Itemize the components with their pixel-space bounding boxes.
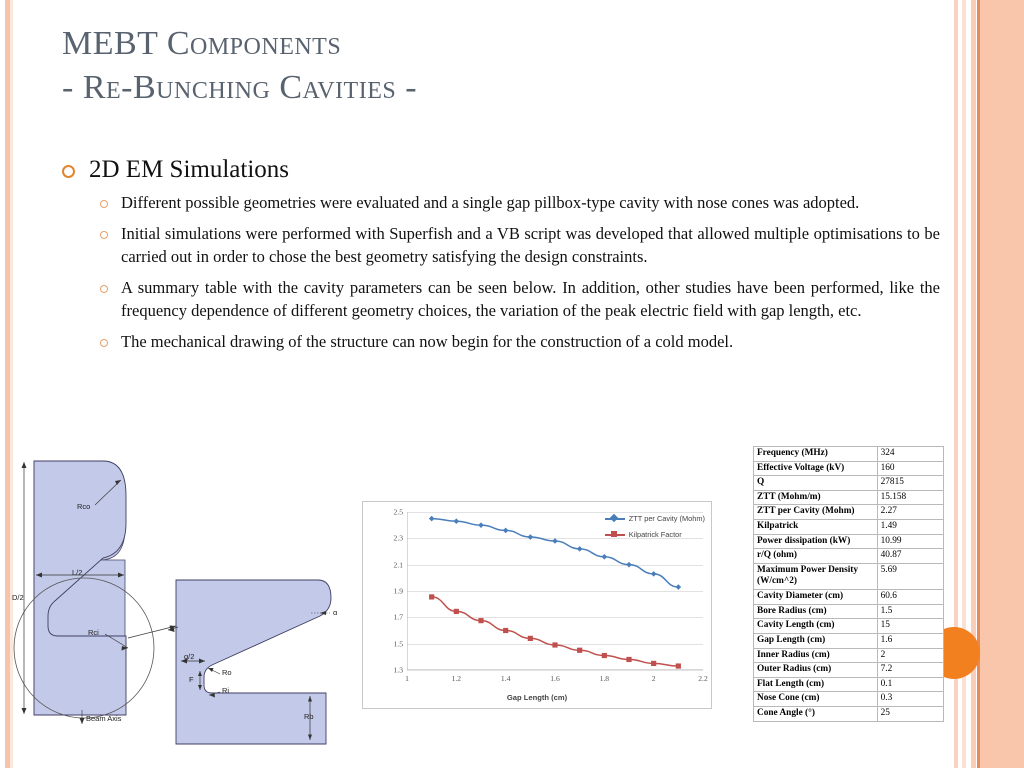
list-item [100, 331, 940, 354]
legend-marker-icon [611, 531, 617, 537]
parameter-value: 7.2 [877, 663, 943, 678]
list-item-text: Different possible geometries were evaluated and a single gap pillbox-type cavity with nose cones was adopted. [121, 193, 860, 212]
label-rco: Rco [77, 502, 91, 511]
parameter-value: 40.87 [877, 549, 943, 564]
data-point-marker [552, 538, 558, 544]
list-item-text: Initial simulations were performed with Superfish and a VB script was developed that allowed multiple optimisations to be carried out in order to chose the best geometry satisfying the design constraints. [121, 223, 940, 266]
table-row [754, 447, 944, 462]
data-point-marker [478, 522, 484, 528]
section-heading-label: 2D EM Simulations [89, 156, 290, 183]
cavity-cross-section-drawing [0, 448, 180, 768]
label-rci: Rci [88, 628, 99, 637]
gap-length-chart [362, 501, 712, 709]
parameter-label: Outer Radius (cm) [754, 663, 878, 678]
parameter-label: Q [754, 476, 878, 491]
table-row [754, 706, 944, 721]
table-row [754, 663, 944, 678]
parameter-label: Effective Voltage (kV) [754, 461, 878, 476]
bullet-list [100, 192, 940, 362]
data-point-marker [577, 648, 582, 653]
parameter-value: 25 [877, 706, 943, 721]
arrow-ro [208, 668, 214, 672]
label-alpha: α [333, 608, 338, 617]
label-l2: L/2 [72, 568, 83, 577]
data-point-marker [429, 516, 435, 522]
parameter-value: 1.5 [877, 604, 943, 619]
y-axis-tick-label: 1.3 [393, 665, 403, 675]
data-point-marker [651, 661, 656, 666]
parameter-label: Inner Radius (cm) [754, 648, 878, 663]
parameter-label: Cavity Length (cm) [754, 619, 878, 634]
y-axis-tick-label: 2.5 [393, 507, 403, 517]
data-point-marker [602, 554, 608, 560]
label-rb: Rb [304, 712, 314, 721]
parameter-label: Flat Length (cm) [754, 677, 878, 692]
data-point-marker [676, 584, 682, 590]
arrow-beam-axis [80, 718, 85, 724]
data-point-marker [676, 663, 681, 668]
data-point-marker [552, 642, 557, 647]
data-point-marker [429, 594, 434, 599]
list-item [100, 277, 940, 323]
parameter-label: Nose Cone (cm) [754, 692, 878, 707]
parameter-value: 60.6 [877, 590, 943, 605]
data-point-marker [626, 657, 631, 662]
data-point-marker [478, 618, 483, 623]
bullet-circle-icon [100, 200, 108, 208]
data-point-marker [626, 562, 632, 568]
x-axis-tick-label: 2.2 [698, 674, 708, 683]
table-row [754, 692, 944, 707]
x-axis-title: Gap Length (cm) [506, 693, 568, 702]
bullet-circle-icon [100, 231, 108, 239]
section-heading [62, 156, 942, 184]
y-axis-tick-label: 2.1 [393, 560, 403, 570]
legend-label: ZTT per Cavity (Mohm) [628, 514, 705, 523]
arrow-up [22, 462, 27, 468]
legend-swatch [605, 518, 625, 520]
table-row [754, 505, 944, 520]
label-f: F [189, 675, 194, 684]
table-row [754, 648, 944, 663]
table-row [754, 534, 944, 549]
parameter-label: ZTT (Mohm/m) [754, 490, 878, 505]
bullet-circle-icon [62, 165, 75, 178]
data-point-marker [528, 534, 534, 540]
data-point-marker [454, 518, 460, 524]
data-point-marker [503, 628, 508, 633]
y-axis-tick-label: 2.3 [393, 533, 403, 543]
parameter-label: Power dissipation (kW) [754, 534, 878, 549]
parameter-value: 10.99 [877, 534, 943, 549]
stripe-5 [980, 0, 1024, 768]
table-row [754, 604, 944, 619]
list-item-text: The mechanical drawing of the structure can now begin for the construction of a cold model. [121, 331, 734, 351]
list-item [100, 192, 940, 215]
parameter-value: 2.27 [877, 505, 943, 520]
table-row [754, 461, 944, 476]
data-point-marker [528, 636, 533, 641]
parameter-label: Kilpatrick [754, 520, 878, 535]
x-axis-tick-label: 1 [405, 674, 409, 683]
legend-swatch [605, 534, 625, 536]
table-row [754, 633, 944, 648]
parameter-label: r/Q (ohm) [754, 549, 878, 564]
nose-detail-svg [168, 568, 348, 756]
parameter-value: 27815 [877, 476, 943, 491]
parameter-label: Cone Angle (°) [754, 706, 878, 721]
x-axis-tick-label: 1.4 [500, 674, 511, 683]
parameter-value: 160 [877, 461, 943, 476]
arrow-down [22, 708, 27, 714]
cavity-parameter-table [753, 446, 944, 722]
table-row [754, 520, 944, 535]
parameter-value: 324 [877, 447, 943, 462]
nose-cone-detail-drawing [168, 568, 348, 756]
data-point-marker [602, 653, 607, 658]
parameter-value: 1.6 [877, 633, 943, 648]
legend-label: Kilpatrick Factor [628, 530, 682, 539]
data-point-marker [454, 609, 459, 614]
parameter-label: Bore Radius (cm) [754, 604, 878, 619]
bullet-circle-icon [100, 339, 108, 347]
y-axis-tick-label: 1.7 [393, 612, 403, 622]
table-row [754, 563, 944, 589]
parameter-value: 15 [877, 619, 943, 634]
arrow-callout-in [168, 628, 175, 632]
table-row [754, 590, 944, 605]
parameter-value: 15.158 [877, 490, 943, 505]
chart-legend [605, 514, 705, 546]
table-row [754, 619, 944, 634]
parameter-value: 0.1 [877, 677, 943, 692]
gridline [407, 670, 703, 671]
parameter-value: 1.49 [877, 520, 943, 535]
parameter-label: Frequency (MHz) [754, 447, 878, 462]
bullet-circle-icon [100, 285, 108, 293]
parameter-label: Maximum Power Density (W/cm^2) [754, 563, 878, 589]
data-point-marker [503, 528, 509, 534]
parameter-label: ZTT per Cavity (Mohm) [754, 505, 878, 520]
title-line-2: - Re-Bunching Cavities - [62, 68, 418, 106]
y-axis-tick-label: 1.9 [393, 586, 403, 596]
parameter-value: 2 [877, 648, 943, 663]
y-axis-tick-label: 1.5 [393, 639, 403, 649]
title-line-1: MEBT Components [62, 25, 342, 62]
x-axis-tick-label: 1.8 [599, 674, 610, 683]
parameter-label: Cavity Diameter (cm) [754, 590, 878, 605]
table-row [754, 490, 944, 505]
series-line [432, 597, 679, 666]
label-beam-axis: Beam Axis [86, 714, 122, 723]
list-item [100, 223, 940, 269]
legend-item [605, 514, 705, 523]
label-ro: Ro [222, 668, 232, 677]
label-ri: Ri [222, 686, 230, 695]
parameter-value: 5.69 [877, 563, 943, 589]
table-row [754, 476, 944, 491]
x-axis-tick-label: 2 [651, 674, 656, 683]
parameter-label: Gap Length (cm) [754, 633, 878, 648]
label-d2: D/2 [12, 593, 24, 602]
list-item-text: A summary table with the cavity parameters can be seen below. In addition, other studies have been performed, like the frequency dependence of different geometry choices, the variation of the peak electric field with gap length, etc. [121, 277, 940, 320]
parameter-value: 0.3 [877, 692, 943, 707]
legend-item [605, 530, 705, 539]
x-axis-tick-label: 1.2 [451, 674, 462, 683]
data-point-marker [651, 571, 657, 577]
legend-marker-icon [610, 514, 618, 522]
data-point-marker [577, 546, 583, 552]
table-row [754, 677, 944, 692]
x-axis-tick-label: 1.6 [550, 674, 560, 683]
label-g2: g/2 [184, 652, 195, 661]
table-row [754, 549, 944, 564]
slide-title [62, 22, 822, 109]
